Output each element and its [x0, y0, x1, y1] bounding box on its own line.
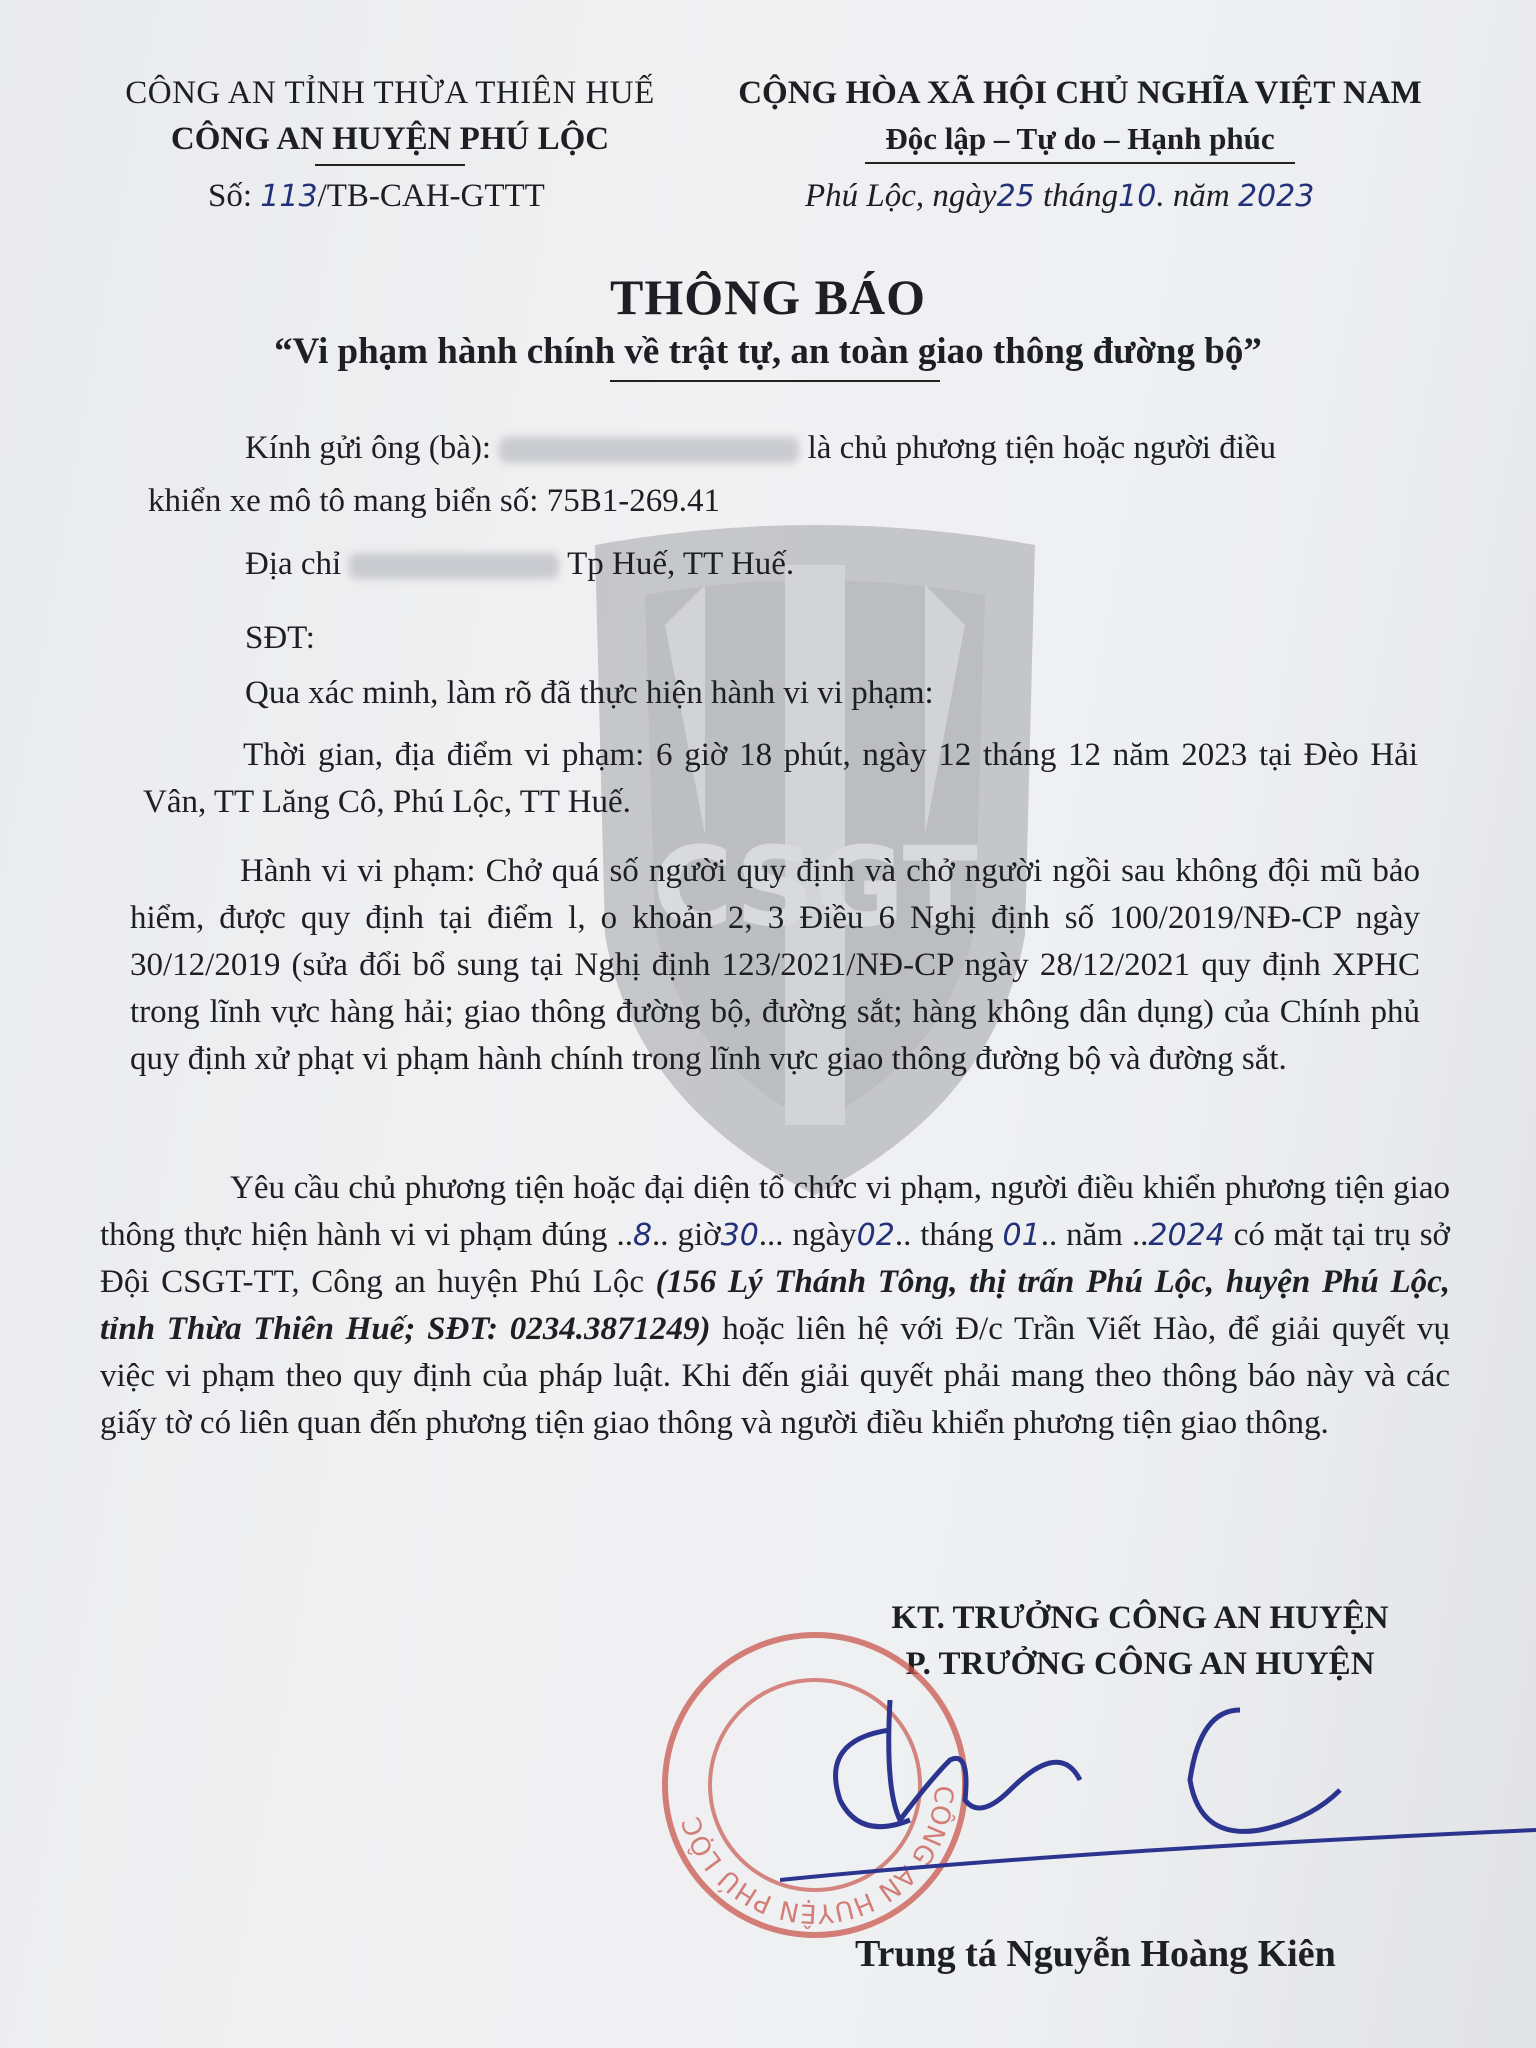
national-header [700, 70, 1460, 164]
subtitle-underline [610, 380, 940, 382]
reference-number [208, 178, 545, 215]
request-start: Yêu cầu chủ phương tiện hoặc đại diện tổ chức vi phạm, người điều khiển phương tiện giao thông thực hiện hành vi vi phạm đúng .. [100, 1170, 1450, 1253]
appointment-month: 01 [1002, 1218, 1041, 1253]
month-label: tháng [1043, 178, 1119, 214]
date-day: 25 [996, 179, 1035, 214]
signer-name: Trung tá Nguyễn Hoàng Kiên [855, 1933, 1336, 1975]
handwritten-signature [780, 1670, 1536, 1900]
address-label: Địa chỉ [245, 546, 342, 582]
redacted-address [349, 553, 559, 579]
plate-line: khiển xe mô tô mang biển số: 75B1-269.41 [148, 483, 720, 519]
date-year: 2023 [1237, 179, 1315, 214]
appointment-day: 02 [856, 1218, 895, 1253]
verification-line: Qua xác minh, làm rõ đã thực hiện hành vi vi phạm: [245, 675, 934, 711]
ref-suffix: /TB-CAH-GTTT [317, 178, 545, 214]
agency-name: CÔNG AN HUYỆN PHÚ LỘC [170, 121, 610, 157]
appointment-year: 2024 [1148, 1218, 1225, 1253]
request-place: có mặt tại trụ sở Đội CSGT-TT, Công an huyện Phú Lộc [100, 1217, 1450, 1300]
appointment-hour: 8 [632, 1218, 653, 1253]
year-label: . năm [1156, 178, 1230, 214]
place-date [805, 178, 1314, 215]
time-place-paragraph: Thời gian, địa điểm vi phạm: 6 giờ 18 phút, ngày 12 tháng 12 năm 2023 tại Đèo Hải Vân, TT Lăng Cô, Phú Lộc, TT Huế. [143, 737, 1418, 820]
document-title: THÔNG BÁO [610, 269, 926, 325]
signature-line2: P. TRƯỞNG CÔNG AN HUYỆN [905, 1646, 1375, 1682]
place-date-prefix: Phú Lộc, ngày [805, 178, 997, 214]
request-paragraph [100, 1165, 1450, 1447]
recipient-line [245, 425, 1276, 471]
year-label-body: .. năm .. [1040, 1217, 1149, 1253]
agency-underline [315, 164, 465, 166]
address-line [245, 541, 794, 587]
parent-agency: CÔNG AN TỈNH THỪA THIÊN HUẾ [125, 75, 655, 111]
stamp-text: CÔNG AN HUYỆN PHÚ LỘC [676, 1784, 959, 1929]
ref-number-handwritten: 113 [260, 179, 318, 214]
date-month: 10 [1118, 179, 1157, 214]
address-city: Tp Huế, TT Huế. [567, 546, 795, 582]
hour-label: .. giờ [652, 1217, 721, 1253]
request-end: hoặc liên hệ với Đ/c Trần Viết Hào, để giải quyết vụ việc vi phạm theo quy định của pháp luật. Khi đến giải quyết phải mang theo thông báo này và các giấy tờ có liên quan đến phương tiện giao thông và người điều khiển phương tiện giao thông. [100, 1311, 1450, 1441]
country-name: CỘNG HÒA XÃ HỘI CHỦ NGHĨA VIỆT NAM [738, 75, 1422, 111]
day-label: ... ngày [758, 1217, 857, 1253]
appointment-minute: 30 [720, 1218, 759, 1253]
phone-line: SĐT: [245, 620, 315, 656]
national-motto: Độc lập – Tự do – Hạnh phúc [885, 121, 1275, 156]
role-text: là chủ phương tiện hoặc người điều [807, 430, 1277, 466]
watermark-text: CSGT [652, 823, 978, 951]
month-label-body: .. tháng [894, 1217, 994, 1253]
violation-paragraph: Hành vi vi phạm: Chở quá số người quy định và chở người ngồi sau không đội mũ bảo hiểm, được quy định tại điểm l, o khoản 2, 3 Điều 6 Nghị định số 100/2019/NĐ-CP ngày 30/12/2019 (sửa đổi bổ sung tại Nghị định 123/2021/NĐ-CP ngày 28/12/2021 quy định XPHC trong lĩnh vực hàng hải; giao thông đường bộ, đường sắt; hàng không dân dụng) của Chính phủ quy định xử phạt vi phạm hành chính trong lĩnh vực giao thông đường bộ và đường sắt. [130, 853, 1420, 1077]
motto-underline [865, 162, 1295, 164]
redacted-name [499, 437, 799, 463]
greeting: Kính gửi ông (bà): [245, 430, 492, 466]
office-address: (156 Lý Thánh Tông, thị trấn Phú Lộc, huyện Phú Lộc, tỉnh Thừa Thiên Huế; SĐT: 0234.3871249) [100, 1264, 1450, 1347]
agency-header [90, 70, 690, 166]
document-subtitle: “Vi phạm hành chính về trật tự, an toàn giao thông đường bộ” [274, 331, 1262, 372]
signature-line1: KT. TRƯỞNG CÔNG AN HUYỆN [891, 1600, 1389, 1636]
ref-prefix: Số: [208, 178, 253, 214]
